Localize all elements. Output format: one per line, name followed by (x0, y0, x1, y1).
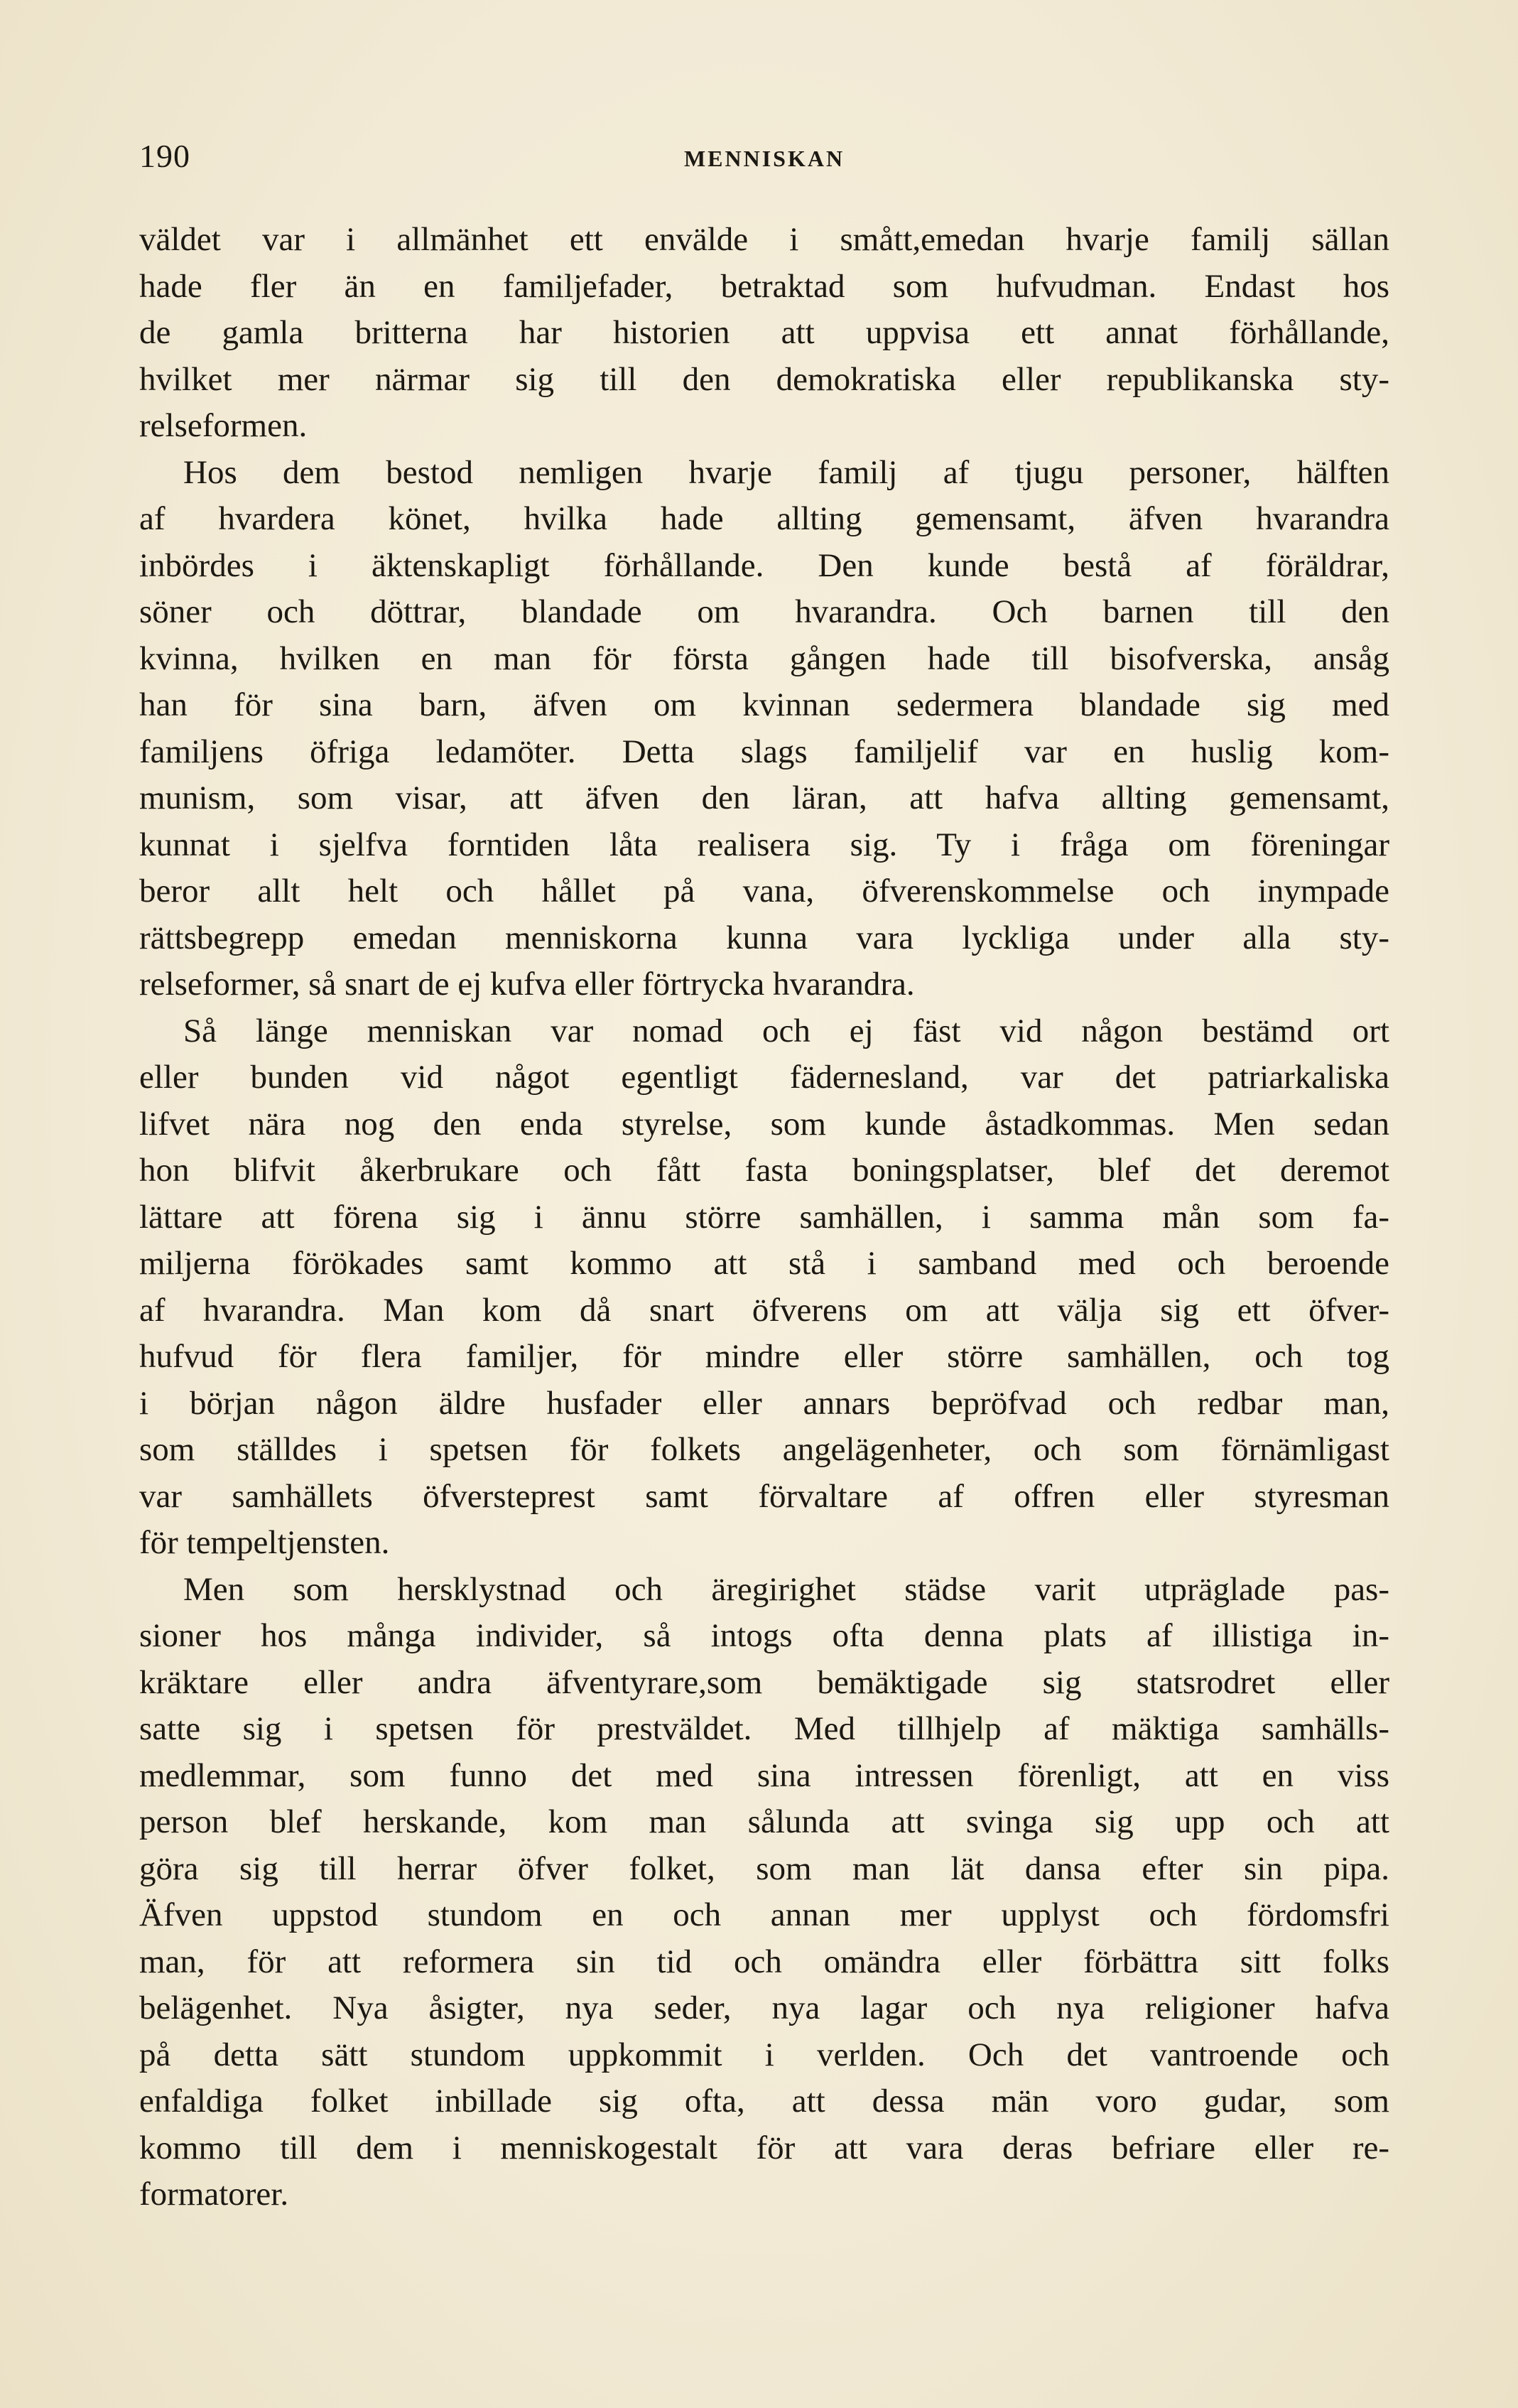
text-line: väldet var i allmänhet ett envälde i smått,emedan hvarje familj sällan (139, 221, 1389, 258)
text-line: Hos dem bestod nemligen hvarje familj af tjugu personer, hälften (183, 453, 1389, 491)
text-line: munism, som visar, att äfven den läran, att hafva allting gemensamt, (139, 779, 1389, 816)
running-title: MENNISKAN (683, 146, 845, 171)
text-line: person blef herskande, kom man sålunda att svinga sig upp och att (139, 1803, 1389, 1840)
text-line: af hvarandra. Man kom då snart öfverens om att välja sig ett öfver- (139, 1291, 1389, 1329)
text-line: lättare att förena sig i ännu större samhällen, i samma mån som fa- (139, 1198, 1389, 1236)
paragraph (139, 217, 1389, 450)
text-line: relseformen. (139, 407, 308, 444)
text-line: familjens öfriga ledamöter. Detta slags familjelif var en huslig kom- (139, 733, 1389, 770)
text-line: rättsbegrepp emedan menniskorna kunna vara lyckliga under alla sty- (139, 919, 1389, 956)
text-line: af hvardera könet, hvilka hade allting gemensamt, äfven hvarandra (139, 500, 1389, 537)
text-line: som ställdes i spetsen för folkets angelägenheter, och som förnämligast (139, 1431, 1389, 1468)
text-line: var samhällets öfversteprest samt förvaltare af offren eller styresman (139, 1477, 1389, 1515)
text-line: hufvud för flera familjer, för mindre eller större samhällen, och tog (139, 1338, 1389, 1375)
text-line: söner och döttrar, blandade om hvarandra. Och barnen till den (139, 593, 1389, 630)
text-line: man, för att reformera sin tid och omändra eller förbättra sitt folks (139, 1943, 1389, 1980)
text-line: belägenhet. Nya åsigter, nya seder, nya lagar och nya religioner hafva (139, 1989, 1389, 2026)
text-line: Men som hersklystnad och äregirighet städse varit utpräglade pas- (183, 1570, 1389, 1608)
text-line: sioner hos många individer, så intogs ofta denna plats af illistiga in- (139, 1617, 1389, 1654)
text-line: hon blifvit åkerbrukare och fått fasta boningsplatser, blef det deremot (139, 1152, 1389, 1189)
text-line: hade fler än en familjefader, betraktad som hufvudman. Endast hos (139, 267, 1389, 305)
text-line: enfaldiga folket inbillade sig ofta, att dessa män voro gudar, som (139, 2083, 1389, 2120)
text-line: medlemmar, som funno det med sina intressen förenligt, att en viss (139, 1756, 1389, 1794)
text-line: han för sina barn, äfven om kvinnan sedermera blandade sig med (139, 686, 1389, 723)
text-line: relseformer, så snart de ej kufva eller förtrycka hvarandra. (139, 966, 915, 1003)
text-line: i början någon äldre husfader eller annars bepröfvad och redbar man, (139, 1384, 1389, 1422)
body-text (139, 217, 1389, 2218)
page-number: 190 (139, 138, 190, 174)
paragraph (139, 450, 1389, 1008)
text-line: för tempeltjensten. (139, 1524, 390, 1561)
page-header (139, 135, 1389, 185)
paragraph (139, 1567, 1389, 2218)
text-line: eller bunden vid något egentligt fädernesland, var det patriarkaliska (139, 1059, 1389, 1096)
paragraph (139, 1008, 1389, 1567)
text-line: beror allt helt och hållet på vana, öfverenskommelse och inympade (139, 873, 1389, 909)
text-line: hvilket mer närmar sig till den demokratiska eller republikanska sty- (139, 360, 1389, 398)
text-line: kommo till dem i menniskogestalt för att vara deras befriare eller re- (139, 2129, 1389, 2166)
text-line: satte sig i spetsen för prestväldet. Med tillhjelp af mäktiga samhälls- (139, 1710, 1389, 1747)
text-line: göra sig till herrar öfver folket, som man lät dansa efter sin pipa. (139, 1850, 1389, 1887)
text-line: de gamla britterna har historien att uppvisa ett annat förhållande, (139, 314, 1389, 351)
text-line: Så länge menniskan var nomad och ej fäst vid någon bestämd ort (183, 1012, 1389, 1049)
text-line: på detta sätt stundom uppkommit i verlden. Och det vantroende och (139, 2036, 1389, 2073)
text-line: formatorer. (139, 2176, 289, 2213)
text-line: kvinna, hvilken en man för första gången hade till bisofverska, ansåg (139, 639, 1389, 677)
text-line: kräktare eller andra äfventyrare,som bemäktigade sig statsrodret eller (139, 1663, 1389, 1701)
text-line: kunnat i sjelfva forntiden låta realisera sig. Ty i fråga om föreningar (139, 826, 1389, 863)
text-line: Äfven uppstod stundom en och annan mer upplyst och fördomsfri (139, 1896, 1389, 1933)
text-line: miljerna förökades samt kommo att stå i samband med och beroende (139, 1245, 1389, 1282)
text-line: inbördes i äktenskapligt förhållande. Den kunde bestå af föräldrar, (139, 546, 1389, 584)
text-line: lifvet nära nog den enda styrelse, som kunde åstadkommas. Men sedan (139, 1105, 1389, 1143)
